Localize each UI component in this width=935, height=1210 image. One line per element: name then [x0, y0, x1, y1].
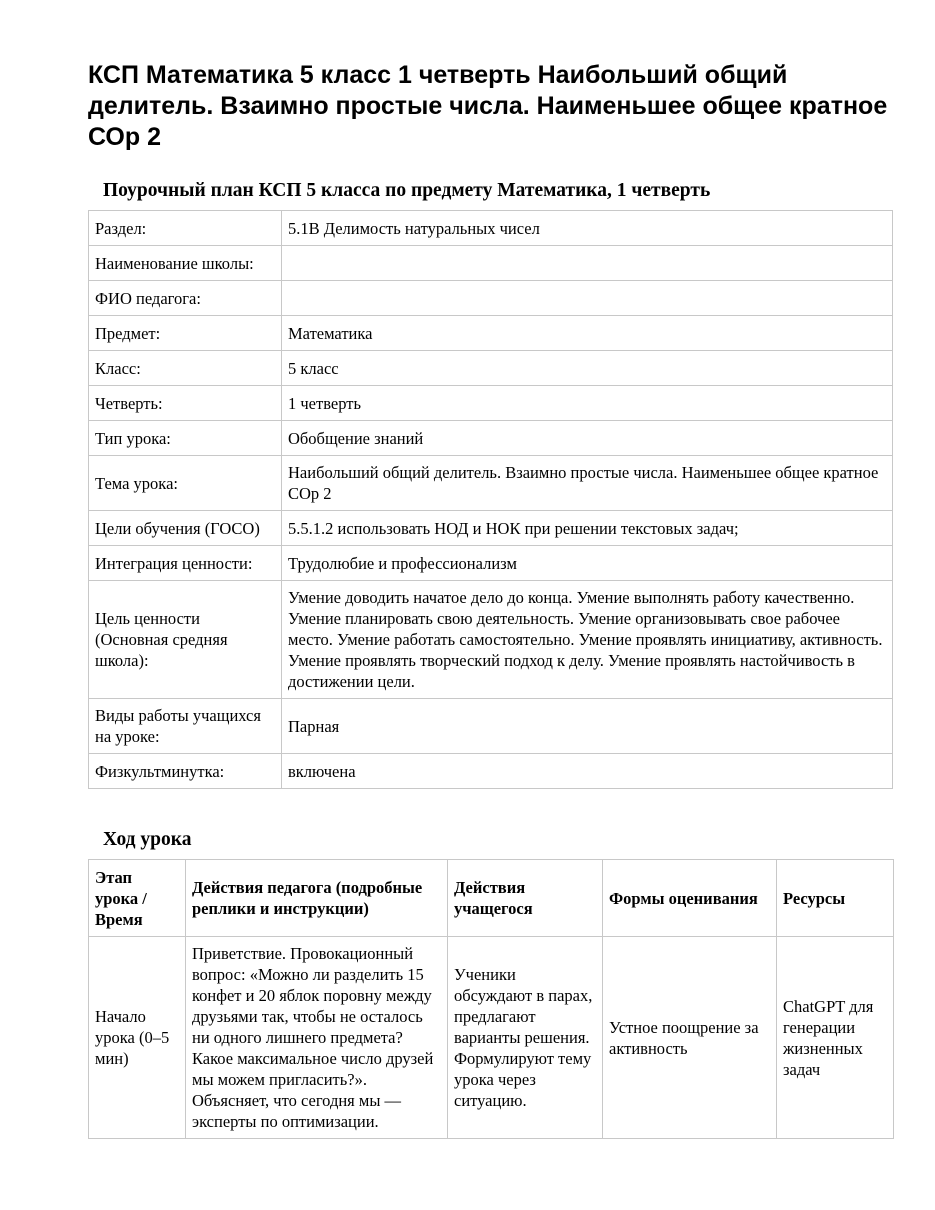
plan-heading: Поурочный план КСП 5 класса по предмету Математика, 1 четверть [103, 180, 711, 201]
column-header: Действия учащегося [448, 860, 603, 937]
info-label: Физкультминутка: [89, 754, 282, 789]
stage-cell: Начало урока (0–5 мин) [89, 937, 186, 1139]
info-value: 1 четверть [282, 386, 893, 421]
page-title: КСП Математика 5 класс 1 четверть Наибольший общий делитель. Взаимно простые числа. Наименьшее общее кратное СОр 2 [88, 61, 888, 151]
info-value: Математика [282, 316, 893, 351]
lesson-info-table [88, 210, 893, 789]
info-value: Умение доводить начатое дело до конца. Умение выполнять работу качественно. Умение планировать свою деятельность. Умение организовывать свое рабочее место. Умение работать самостоятельно. Умение проявлять инициативу, активность. Умение проявлять творческий подход к делу. Умение проявлять настойчивость в достижении цели. [282, 581, 893, 699]
table-row [89, 699, 893, 754]
lesson-heading: Ход урока [103, 829, 192, 850]
info-label: ФИО педагога: [89, 281, 282, 316]
table-header-row [89, 860, 894, 937]
table-row [89, 937, 894, 1139]
column-header: Ресурсы [777, 860, 894, 937]
teacher-actions-cell: Приветствие. Провокационный вопрос: «Можно ли разделить 15 конфет и 20 яблок поровну между друзьями так, чтобы не осталось ни одного лишнего предмета? Какое максимальное число друзей мы можем пригласить?». Объясняет, что сегодня мы — эксперты по оптимизации. [186, 937, 448, 1139]
table-row [89, 546, 893, 581]
info-value: 5.5.1.2 использовать НОД и НОК при решении текстовых задач; [282, 511, 893, 546]
info-value: 5 класс [282, 351, 893, 386]
table-row [89, 316, 893, 351]
table-row [89, 754, 893, 789]
info-label: Тема урока: [89, 456, 282, 511]
table-row [89, 246, 893, 281]
info-value: Трудолюбие и профессионализм [282, 546, 893, 581]
table-row [89, 456, 893, 511]
table-row [89, 351, 893, 386]
table-row [89, 511, 893, 546]
info-value [282, 246, 893, 281]
info-label: Раздел: [89, 211, 282, 246]
info-label: Наименование школы: [89, 246, 282, 281]
info-value: Наибольший общий делитель. Взаимно простые числа. Наименьшее общее кратное СОр 2 [282, 456, 893, 511]
info-value: Парная [282, 699, 893, 754]
table-row [89, 386, 893, 421]
table-row [89, 211, 893, 246]
assessment-cell: Устное поощрение за активность [603, 937, 777, 1139]
info-label: Класс: [89, 351, 282, 386]
info-label: Интеграция ценности: [89, 546, 282, 581]
info-value: включена [282, 754, 893, 789]
info-label: Тип урока: [89, 421, 282, 456]
info-value: Обобщение знаний [282, 421, 893, 456]
column-header: Формы оценивания [603, 860, 777, 937]
info-label: Четверть: [89, 386, 282, 421]
column-header: Действия педагога (подробные реплики и инструкции) [186, 860, 448, 937]
student-actions-cell: Ученики обсуждают в парах, предлагают варианты решения. Формулируют тему урока через ситуацию. [448, 937, 603, 1139]
table-row [89, 581, 893, 699]
info-label: Цель ценности (Основная средняя школа): [89, 581, 282, 699]
table-row [89, 281, 893, 316]
resources-cell: ChatGPT для генерации жизненных задач [777, 937, 894, 1139]
column-header: Этап урока / Время [89, 860, 186, 937]
info-value [282, 281, 893, 316]
info-value: 5.1В Делимость натуральных чисел [282, 211, 893, 246]
table-row [89, 421, 893, 456]
lesson-flow-table [88, 859, 894, 1139]
info-label: Цели обучения (ГОСО) [89, 511, 282, 546]
info-label: Виды работы учащихся на уроке: [89, 699, 282, 754]
info-label: Предмет: [89, 316, 282, 351]
